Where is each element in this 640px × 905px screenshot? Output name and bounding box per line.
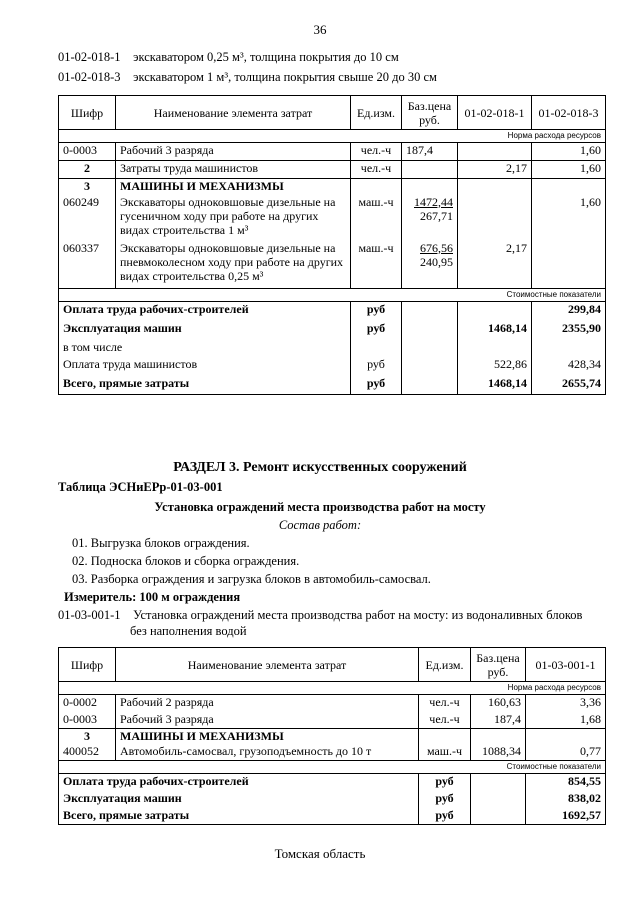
cell-c1: 0,77 [526,744,606,761]
cell-name: Затраты труда машинистов [116,161,351,179]
cell-code: 3 [59,729,116,744]
total-unit: руб [351,321,402,340]
cell-price: 1088,34 [471,744,526,761]
cell-name: Экскаваторы одноковшовые дизельные на пневмоколесном ходу при работе на других видах строительства 0,25 м³ [116,241,351,289]
col-header-c1: 01-03-001-1 [526,648,606,682]
table-title: Таблица ЭСНиЕРр-01-03-001 [58,480,223,494]
cell-price: 676,56 [420,240,453,255]
table-row [59,241,606,289]
cell-c1 [458,143,532,161]
cell-c2 [532,241,606,289]
section-heading: МАШИНЫ И МЕХАНИЗМЫ [116,179,351,195]
table-subtitle: Установка ограждений места производства работ на мосту [154,500,486,514]
cell-unit: чел.-ч [351,161,402,179]
cell-price-sub: 267,71 [420,208,453,223]
total-name: Всего, прямые затраты [59,376,351,395]
resource-table-1 [58,95,606,395]
total-name: Всего, прямые затраты [59,808,419,825]
table-row [59,712,606,729]
cost-label: Стоимостные показатели [59,761,606,774]
cell-code: 0-0003 [59,712,116,729]
total-unit: руб [351,357,402,376]
total-row [59,791,606,808]
col-header-unit: Ед.изм. [351,96,402,130]
table-row [59,143,606,161]
work-item: 01. Выгрузка блоков ограждения. [72,536,250,550]
cell-c2: 1,60 [532,195,606,241]
cell-code: 0-0003 [59,143,116,161]
item-code: 01-03-001-1 [58,608,121,622]
total-name: Оплата труда машинистов [59,357,351,376]
cell-unit: чел.-ч [351,143,402,161]
cell-c2: 1,60 [532,161,606,179]
page-number: 36 [313,22,327,37]
cell-unit: чел.-ч [419,712,471,729]
total-c1 [458,302,532,321]
total-unit: руб [351,302,402,321]
cell-code: 060337 [59,241,116,289]
cell-c1: 2,17 [458,161,532,179]
section-heading: МАШИНЫ И МЕХАНИЗМЫ [116,729,419,744]
cell-price: 1472,44 [414,194,453,209]
total-name: Эксплуатация машин [59,791,419,808]
total-name: в том числе [59,340,351,357]
col-header-name: Наименование элемента затрат [116,648,419,682]
cost-label: Стоимостные показатели [59,289,606,302]
cell-code: 0-0002 [59,695,116,712]
total-unit: руб [351,376,402,395]
total-row [59,376,606,395]
col-header-unit: Ед.изм. [419,648,471,682]
item-text: Установка ограждений места производства работ на мосту: из водоналивных блоков [133,608,583,622]
total-row [59,357,606,376]
cell-unit: маш.-ч [419,744,471,761]
total-name: Оплата труда рабочих-строителей [59,774,419,791]
norm-label: Норма расхода ресурсов [59,130,606,143]
cell-price: 187,4 [471,712,526,729]
cell-code: 400052 [59,744,116,761]
cell-code: 2 [59,161,116,179]
work-item: 03. Разборка ограждения и загрузка блоков в автомобиль-самосвал. [72,572,431,586]
cell-c1: 2,17 [458,241,532,289]
total-row [59,340,606,357]
col-header-c2: 01-02-018-3 [532,96,606,130]
total-name: Эксплуатация машин [59,321,351,340]
total-c1: 854,55 [526,774,606,791]
section-row [59,729,606,744]
work-item: 02. Поднoска блоков и сборка ограждения. [72,554,300,568]
cell-name: Рабочий 2 разряда [116,695,419,712]
cell-c1: 1,68 [526,712,606,729]
table-row [59,744,606,761]
total-row [59,321,606,340]
total-unit: руб [419,774,471,791]
section-title: РАЗДЕЛ 3. Ремонт искусственных сооружений [173,460,467,475]
col-header-price: Баз.цена руб. [471,648,526,682]
cell-unit: маш.-ч [351,241,402,289]
resource-table-2 [58,647,606,825]
meter: Измеритель: 100 м ограждения [64,590,241,604]
norm-label: Норма расхода ресурсов [59,682,606,695]
cell-name: Автомобиль-самосвал, грузоподъемность до 10 т [116,744,419,761]
total-unit: руб [419,791,471,808]
total-row [59,302,606,321]
cell-price [402,161,458,179]
table-row [59,161,606,179]
works-title: Состав работ: [278,518,362,532]
total-c1: 838,02 [526,791,606,808]
cell-c1: 3,36 [526,695,606,712]
cell-unit: чел.-ч [419,695,471,712]
cell-price: 160,63 [471,695,526,712]
cell-unit: маш.-ч [351,195,402,241]
cell-name: Рабочий 3 разряда [116,143,351,161]
cell-code: 3 [59,179,116,195]
section-row [59,179,606,195]
cell-c1 [458,195,532,241]
total-unit: руб [419,808,471,825]
item-line [58,608,582,623]
total-c1: 1468,14 [458,376,532,395]
item-text-cont: без наполнения водой [130,624,247,638]
item-code: 01-02-018-3 [58,70,121,84]
cell-code: 060249 [59,195,116,241]
total-c2: 2355,90 [532,321,606,340]
cell-price-sub: 240,95 [420,254,453,269]
col-header-code: Шифр [59,648,116,682]
item-line [58,70,437,85]
footer-region: Томская область [274,846,366,861]
total-c1: 1468,14 [458,321,532,340]
cell-price: 187,4 [402,143,458,161]
cell-name: Рабочий 3 разряда [116,712,419,729]
total-row [59,808,606,825]
col-header-code: Шифр [59,96,116,130]
item-line [58,50,399,65]
item-text: экскаватором 1 м³, толщина покрытия свыше 20 до 30 см [133,70,437,84]
total-c1: 1692,57 [526,808,606,825]
total-name: Оплата труда рабочих-строителей [59,302,351,321]
total-row [59,774,606,791]
item-code: 01-02-018-1 [58,50,121,64]
col-header-c1: 01-02-018-1 [458,96,532,130]
col-header-name: Наименование элемента затрат [116,96,351,130]
table-row [59,195,606,241]
total-c2: 299,84 [532,302,606,321]
total-c1: 522,86 [458,357,532,376]
cell-c2: 1,60 [532,143,606,161]
cell-name: Экскаваторы одноковшовые дизельные на гусеничном ходу при работе на других видах строительства 1 м³ [116,195,351,241]
col-header-price: Баз.цена руб. [402,96,458,130]
total-c2: 2655,74 [532,376,606,395]
item-text: экскаватором 0,25 м³, толщина покрытия до 10 см [133,50,399,64]
total-c2: 428,34 [532,357,606,376]
table-row [59,695,606,712]
